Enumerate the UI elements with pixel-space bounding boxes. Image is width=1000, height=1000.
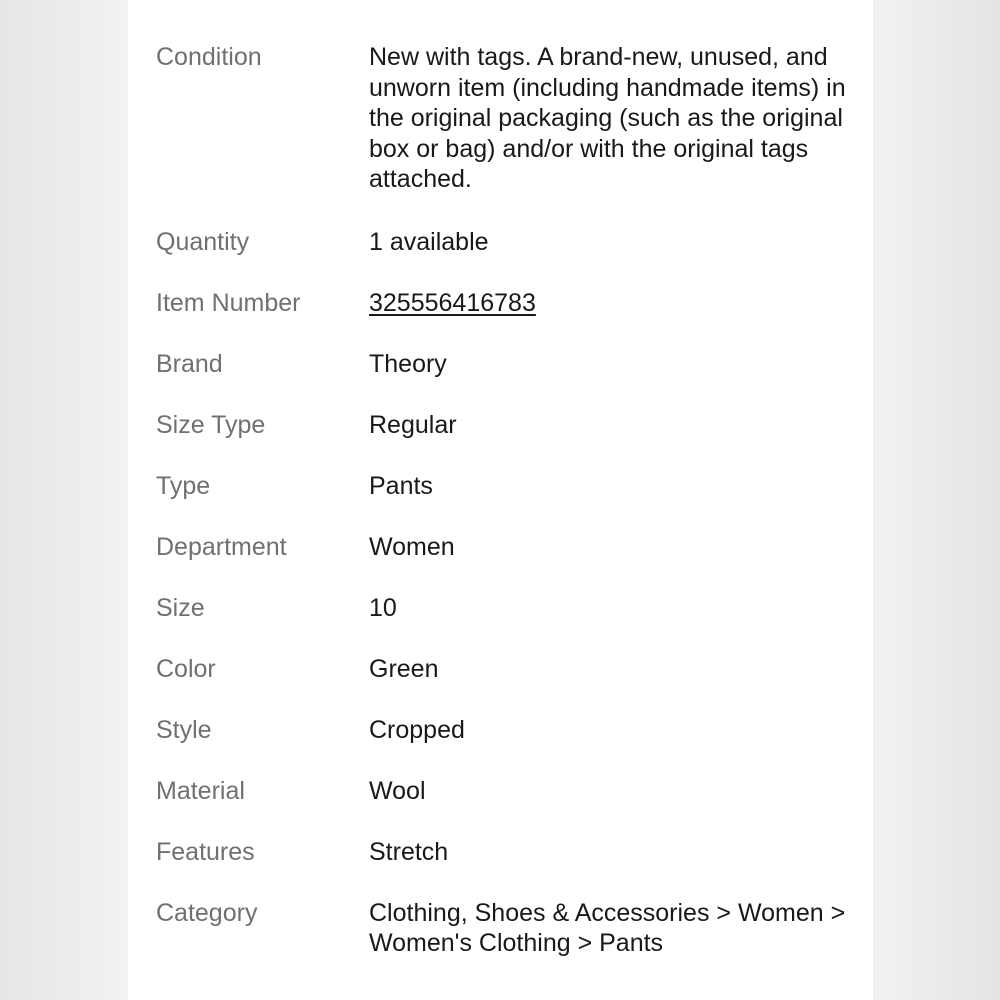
- spec-row-size: [156, 593, 856, 654]
- spec-label-features: Features: [156, 837, 255, 866]
- spec-value-color: Green: [369, 654, 439, 683]
- spec-label-department: Department: [156, 532, 287, 561]
- spec-value-item-number: [369, 288, 856, 319]
- item-number-link[interactable]: 325556416783: [369, 288, 536, 317]
- spec-row-brand: [156, 349, 856, 410]
- spec-label-condition: Condition: [156, 43, 262, 71]
- spec-row-condition: [156, 42, 856, 195]
- spec-row-category: [156, 898, 856, 959]
- spec-row-quantity: [156, 227, 856, 288]
- spec-value-quantity: 1 available: [369, 227, 489, 256]
- spec-value-brand: Theory: [369, 349, 447, 378]
- spec-row-material: [156, 776, 856, 837]
- spec-row-style: [156, 715, 856, 776]
- background-left: [0, 0, 128, 1000]
- spec-value-department: Women: [369, 532, 455, 561]
- spec-value-condition: New with tags. A brand-new, unused, and unworn item (including handmade items) in the original packaging (such as the original box or bag) and/or with the original tags attached.: [369, 43, 846, 193]
- spec-label-color: Color: [156, 654, 216, 683]
- spec-value-size: 10: [369, 593, 397, 622]
- spec-row-size-type: [156, 410, 856, 471]
- spec-value-material: Wool: [369, 776, 426, 805]
- spec-value-type: Pants: [369, 471, 433, 500]
- item-specifics-list: [156, 42, 856, 959]
- spec-label-size: Size: [156, 593, 205, 622]
- spec-row-color: [156, 654, 856, 715]
- spec-row-type: [156, 471, 856, 532]
- spec-label-material: Material: [156, 776, 245, 805]
- spec-label-category: Category: [156, 898, 258, 927]
- spec-label-type: Type: [156, 471, 211, 500]
- spec-label-style: Style: [156, 715, 212, 744]
- spec-row-features: [156, 837, 856, 898]
- spec-label-brand: Brand: [156, 349, 223, 378]
- background-right: [872, 0, 1000, 1000]
- item-specifics-panel: [128, 0, 873, 1000]
- spec-row-item-number: [156, 288, 856, 349]
- spec-label-quantity: Quantity: [156, 227, 250, 256]
- spec-value-style: Cropped: [369, 715, 465, 744]
- spec-row-department: [156, 532, 856, 593]
- spec-value-size-type: Regular: [369, 410, 457, 439]
- spec-label-size-type: Size Type: [156, 410, 266, 439]
- spec-value-category: Clothing, Shoes & Accessories > Women > Women's Clothing > Pants: [369, 898, 846, 957]
- spec-label-item-number: Item Number: [156, 288, 301, 317]
- spec-value-features: Stretch: [369, 837, 449, 866]
